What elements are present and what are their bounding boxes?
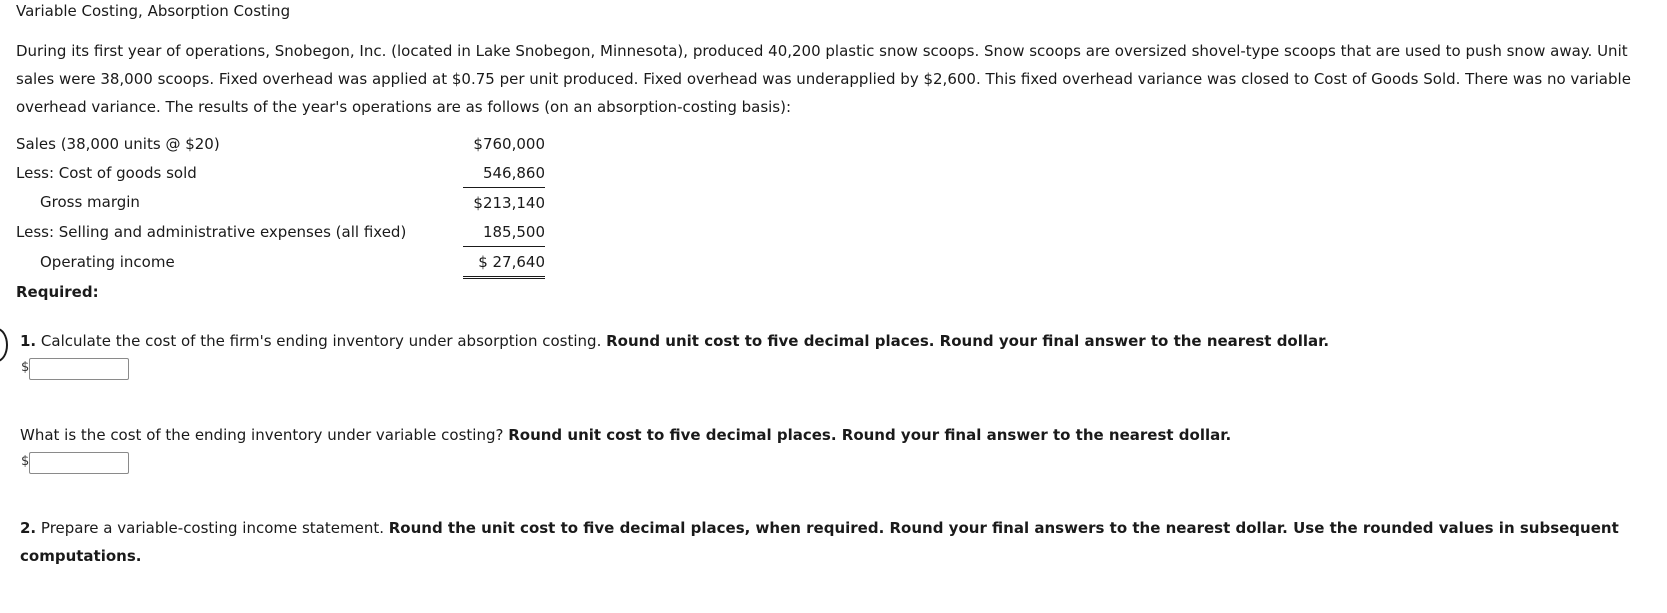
statement-amount: 185,500: [463, 217, 545, 247]
question-text: Prepare a variable-costing income statement.: [36, 519, 389, 537]
statement-label: Sales (38,000 units @ $20): [16, 134, 220, 153]
statement-amount: 546,860: [463, 158, 545, 188]
required-heading: Required:: [16, 283, 99, 301]
question-2: [20, 514, 1640, 570]
question-instruction: Round unit cost to five decimal places. Round your final answer to the nearest dollar.: [606, 332, 1330, 350]
statement-row-cogs: [16, 158, 545, 188]
statement-label: Operating income: [40, 253, 175, 271]
variable-inventory-input[interactable]: [29, 452, 129, 474]
statement-row-sga: [16, 217, 545, 247]
statement-row-sales: [16, 129, 545, 158]
statement-amount: $760,000: [473, 134, 545, 153]
statement-label: Less: Cost of goods sold: [16, 163, 197, 182]
question-instruction: Round the unit cost to five decimal places, when required. Round your final answers to the nearest dollar. Use the rounded values in subsequent computations.: [20, 519, 1619, 565]
statement-amount: $213,140: [473, 193, 545, 212]
question-number: 1.: [20, 332, 37, 350]
absorption-inventory-input[interactable]: [29, 358, 129, 380]
statement-row-gross-margin: [16, 188, 545, 218]
statement-amount: $ 27,640: [463, 247, 545, 278]
problem-description: During its first year of operations, Snobegon, Inc. (located in Lake Snobegon, Minnesota), produced 40,200 plastic snow scoops. Snow scoops are oversized shovel-type scoops that are used to push snow away. Unit sales were 38,000 scoops. Fixed overhead was applied at $0.75 per unit produced. Fixed overhead was underapplied by $2,600. This fixed overhead variance was closed to Cost of Goods Sold. There was no variable overhead variance. The results of the year's operations are as follows (on an absorption-costing basis):: [16, 42, 1631, 116]
question-text: Calculate the cost of the firm's ending inventory under absorption costing.: [36, 332, 607, 350]
question-text: What is the cost of the ending inventory under variable costing?: [20, 426, 509, 444]
question-instruction: Round unit cost to five decimal places. Round your final answer to the nearest dollar.: [508, 426, 1232, 444]
currency-symbol: $: [21, 360, 30, 375]
currency-symbol: $: [21, 454, 30, 469]
statement-row-operating-income: [16, 247, 545, 278]
question-number: 2.: [20, 519, 37, 537]
question-1: [20, 327, 1640, 355]
statement-label: Gross margin: [40, 193, 140, 212]
income-statement: [16, 129, 545, 279]
question-focus-marker: [0, 328, 8, 362]
statement-label: Less: Selling and administrative expenses (all fixed): [16, 222, 407, 241]
question-1b: [20, 421, 1640, 449]
page-title: Variable Costing, Absorption Costing: [16, 2, 291, 20]
